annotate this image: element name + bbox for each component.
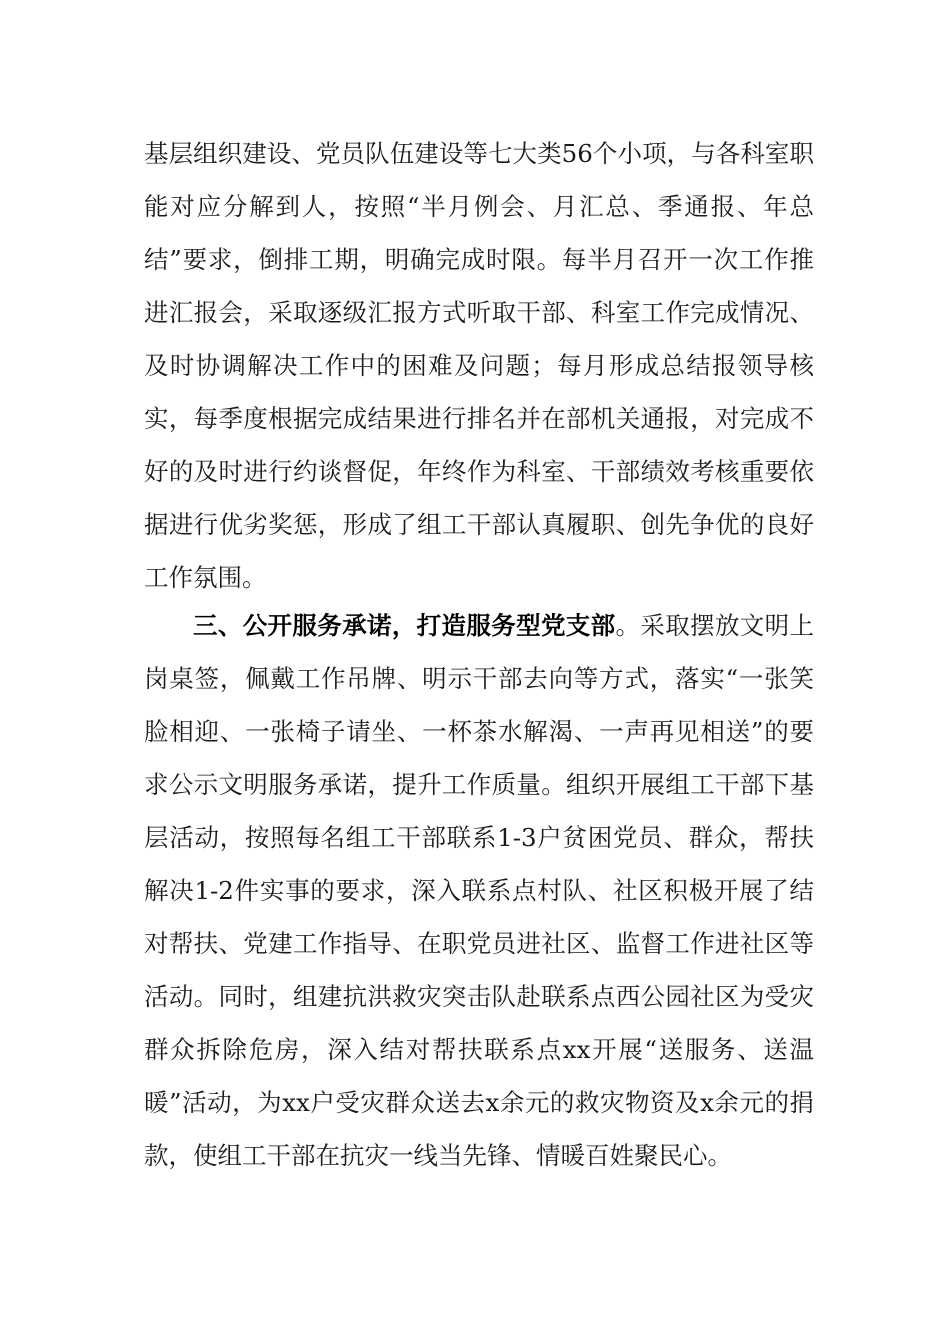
section-body: 。采取摆放文明上岗桌签，佩戴工作吊牌、明示干部去向等方式，落实“一张笑脸相迎、一张椅子请坐、一杯茶水解渴、一声再见相送”的要求公示文明服务承诺，提升工作质量。组织开展组工干部下基层活动，按照每名组工干部联系1-3户贫困党员、群众，帮扶解决1-2件实事的要求，深入联系点村队、社区积极开展了结对帮扶、党建工作指导、在职党员进社区、监督工作进社区等活动。同时，组建抗洪救灾突击队赴联系点西公园社区为受灾群众拆除危房，深入结对帮扶联系点xx开展“送服务、送温暖”活动，为xx户受灾群众送去x余元的救灾物资及x余元的捐款，使组工干部在抗灾一线当先锋、情暖百姓聚民心。 (144, 611, 815, 1170)
paragraph-continuation: 基层组织建设、党员队伍建设等七大类56个小项，与各科室职能对应分解到人，按照“半月例会、月汇总、季通报、年总结”要求，倒排工期，明确完成时限。每半月召开一次工作推进汇报会，采取逐级汇报方式听取干部、科室工作完成情况、及时协调解决工作中的困难及问题；每月形成总结报领导核实，每季度根据完成结果进行排名并在部机关通报，对完成不好的及时进行约谈督促，年终作为科室、干部绩效考核重要依据进行优劣奖惩，形成了组工干部认真履职、创先争优的良好工作氛围。 (144, 139, 814, 592)
section-heading: 三、公开服务承诺，打造服务型党支部 (193, 611, 616, 640)
paragraph-section-three (144, 599, 814, 1182)
